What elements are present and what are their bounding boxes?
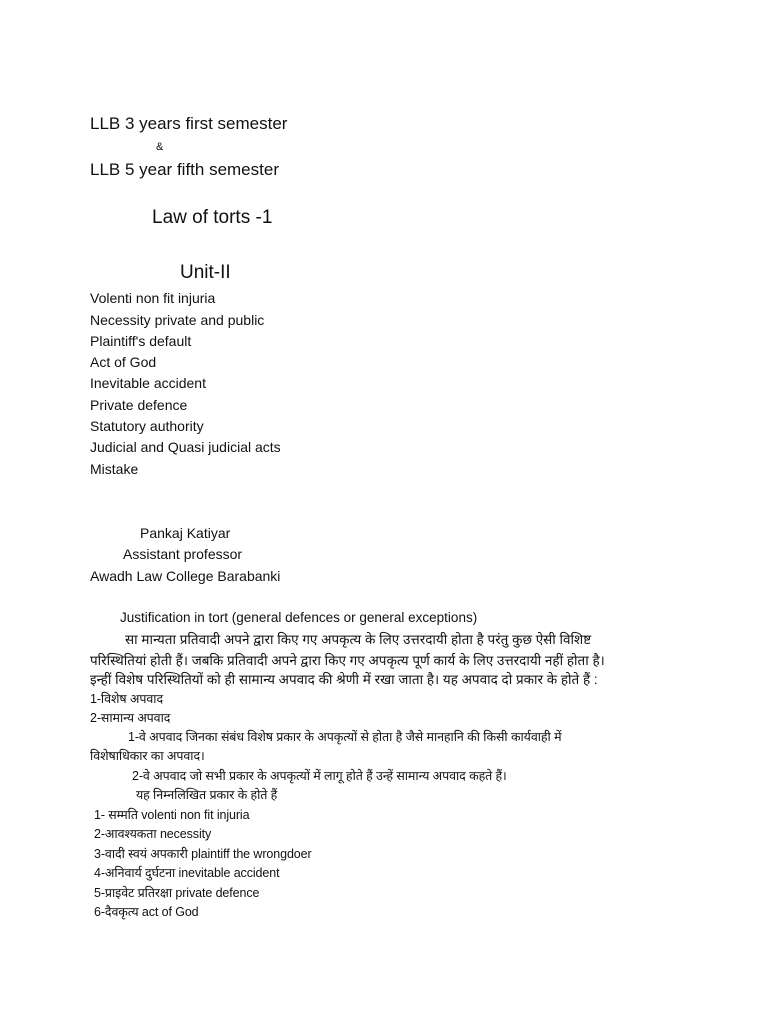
author-college: Awadh Law College Barabanki — [90, 568, 281, 584]
author-designation: Assistant professor — [123, 546, 243, 562]
exception-type: 1-विशेष अपवाद — [90, 692, 163, 706]
paragraph-line: सा मान्यता प्रतिवादी अपने द्वारा किए गए अपकृत्य के लिए उत्तरदायी होता है परंतु कुछ ऐसी विशिष्ट — [125, 632, 592, 647]
subject-title: Law of torts -1 — [152, 207, 273, 228]
defence-item: 3-वादी स्वयं अपकारी plaintiff the wrongdoer — [94, 847, 312, 861]
unit-title: Unit-II — [180, 262, 231, 283]
course-line-1: LLB 3 years first semester — [90, 114, 288, 133]
defence-item: 4-अनिवार्य दुर्घटना inevitable accident — [94, 866, 280, 880]
topic-item: Private defence — [90, 397, 188, 413]
section-heading: Justification in tort (general defences or general exceptions) — [120, 610, 478, 625]
paragraph-line: इन्हीं विशेष परिस्थितियों को ही सामान्य अपवाद की श्रेणी में रखा जाता है। यह अपवाद दो प्रकार के होते हैं : — [90, 672, 598, 687]
author-name: Pankaj Katiyar — [140, 525, 231, 541]
topic-item: Necessity private and public — [90, 312, 265, 328]
topic-item: Volenti non fit injuria — [90, 290, 216, 306]
explanation-line: 1-वे अपवाद जिनका संबंध विशेष प्रकार के अपकृत्यों से होता है जैसे मानहानि की किसी कार्यवाही में — [128, 730, 562, 744]
defence-item: 1- सम्मति volenti non fit injuria — [94, 808, 250, 822]
paragraph-line: परिस्थितियां होती हैं। जबकि प्रतिवादी अपने द्वारा किए गए अपकृत्य पूर्ण कार्य के लिए उत्तरदायी नहीं होता है। — [90, 653, 605, 668]
topic-item: Act of God — [90, 354, 157, 370]
topic-item: Mistake — [90, 461, 139, 477]
defence-item: 2-आवश्यकता necessity — [94, 827, 212, 841]
topic-item: Inevitable accident — [90, 375, 206, 391]
exception-type: 2-सामान्य अपवाद — [90, 711, 171, 725]
defence-item: 5-प्राइवेट प्रतिरक्षा private defence — [94, 886, 260, 900]
topic-item: Judicial and Quasi judicial acts — [90, 439, 281, 455]
topic-item: Plaintiff's default — [90, 333, 192, 349]
explanation-line: विशेषाधिकार का अपवाद। — [90, 749, 205, 763]
defence-item: 6-दैवकृत्य act of God — [94, 905, 199, 919]
topic-item: Statutory authority — [90, 418, 204, 434]
explanation-line: 2-वे अपवाद जो सभी प्रकार के अपकृत्यों में लागू होते हैं उन्हें सामान्य अपवाद कहते हैं। — [132, 769, 507, 783]
course-line-2: LLB 5 year fifth semester — [90, 160, 279, 179]
ampersand: & — [156, 141, 164, 153]
list-intro: यह निम्नलिखित प्रकार के होते हैं — [136, 788, 278, 802]
